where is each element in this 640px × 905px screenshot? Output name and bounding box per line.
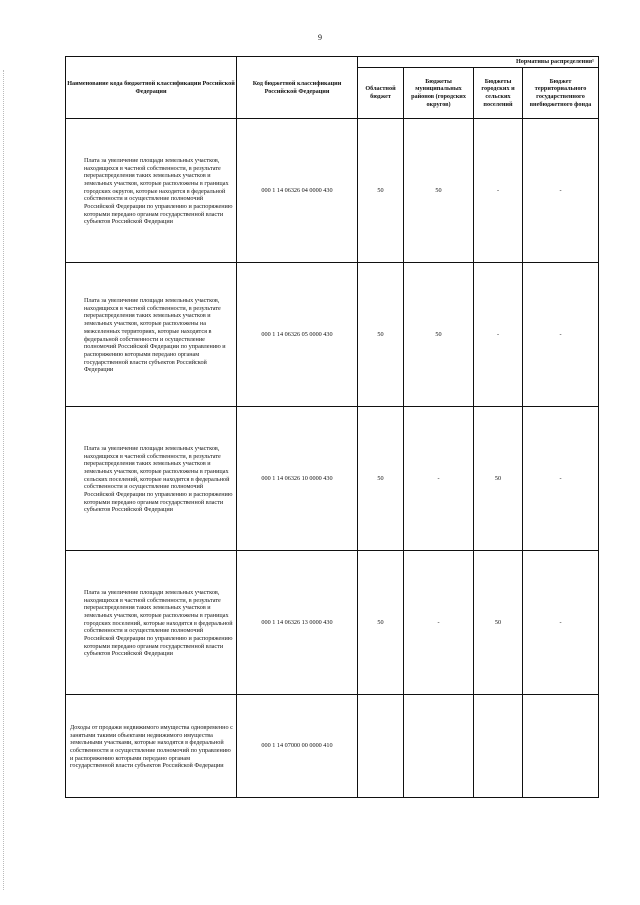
row-code: 000 1 14 06326 05 0000 430 xyxy=(237,263,358,407)
scan-edge xyxy=(3,70,5,890)
row-code: 000 1 14 06326 10 0000 430 xyxy=(237,407,358,551)
row-municipal-value: 50 xyxy=(404,119,474,263)
row-fund-value xyxy=(523,695,599,798)
table-row xyxy=(66,551,599,695)
row-settlements-value: 50 xyxy=(474,407,523,551)
page-number: 9 xyxy=(318,33,322,42)
row-name: Плата за увеличение площади земельных участков, находящихся в частной собственности, в результате перераспределения таких земельных участков и земельных участков, которые расположены в границах городских поселений, которые находятся в федеральной собственности и осуществление полномочий Российской Федерации по управлению и распоряжению которыми передано органам государственной власти субъектов Российской Федерации xyxy=(66,551,237,695)
row-settlements-value: - xyxy=(474,263,523,407)
header-norms-title: Нормативы распределения¹ xyxy=(358,57,599,68)
header-code-column: Код бюджетной классификации Российской Федерации xyxy=(237,57,358,119)
row-regional-value xyxy=(358,695,404,798)
table-row xyxy=(66,407,599,551)
row-name: Плата за увеличение площади земельных участков, находящихся в частной собственности, в результате перераспределения таких земельных участков и земельных участков, которые расположены в границах сельских поселений, которые находятся в федеральной собственности и осуществление полномочий Российской Федерации по управлению и распоряжению которыми передано органам государственной власти субъектов Российской Федерации xyxy=(66,407,237,551)
header-regional-budget: Областной бюджет xyxy=(358,68,404,119)
row-settlements-value xyxy=(474,695,523,798)
header-territorial-fund: Бюджет территориального государственного внебюджетного фонда xyxy=(523,68,599,119)
row-settlements-value: 50 xyxy=(474,551,523,695)
row-regional-value: 50 xyxy=(358,263,404,407)
row-settlements-value: - xyxy=(474,119,523,263)
row-name: Доходы от продажи недвижимого имущества одновременно с занятыми такими объектами недвижимого имущества земельными участками, которые находятся в федеральной собственности и осуществление полномочий по управлению и распоряжению которыми передано органам государственной власти субъектов Российской Федерации xyxy=(66,695,237,798)
row-fund-value: - xyxy=(523,119,599,263)
row-municipal-value xyxy=(404,695,474,798)
row-regional-value: 50 xyxy=(358,407,404,551)
row-code: 000 1 14 06326 13 0000 430 xyxy=(237,551,358,695)
row-code: 000 1 14 07000 00 0000 410 xyxy=(237,695,358,798)
row-code: 000 1 14 06326 04 0000 430 xyxy=(237,119,358,263)
row-name: Плата за увеличение площади земельных участков, находящихся в частной собственности, в результате перераспределения таких земельных участков и земельных участков, которые расположены на межселенных территориях, которые находятся в федеральной собственности и осуществление полномочий Российской Федерации по управлению и распоряжению которыми передано органам государственной власти субъектов Российской Федерации xyxy=(66,263,237,407)
header-urban-rural-settlements: Бюджеты городских и сельских поселений xyxy=(474,68,523,119)
table-row xyxy=(66,119,599,263)
row-regional-value: 50 xyxy=(358,551,404,695)
row-municipal-value: - xyxy=(404,551,474,695)
table-row xyxy=(66,695,599,798)
table-row xyxy=(66,263,599,407)
header-municipal-districts: Бюджеты муниципальных районов (городских округов) xyxy=(404,68,474,119)
header-name-column: Наименование кода бюджетной классификации Российской Федерации xyxy=(66,57,237,119)
budget-distribution-table xyxy=(65,56,599,798)
row-fund-value: - xyxy=(523,263,599,407)
row-name: Плата за увеличение площади земельных участков, находящихся в частной собственности, в результате перераспределения таких земельных участков и земельных участков, которые расположены в границах городских округов, которые находятся в федеральной собственности и осуществление полномочий Российской Федерации по управлению и распоряжению которыми передано органам государственной власти субъектов Российской Федерации xyxy=(66,119,237,263)
row-fund-value: - xyxy=(523,407,599,551)
row-fund-value: - xyxy=(523,551,599,695)
row-regional-value: 50 xyxy=(358,119,404,263)
row-municipal-value: 50 xyxy=(404,263,474,407)
row-municipal-value: - xyxy=(404,407,474,551)
